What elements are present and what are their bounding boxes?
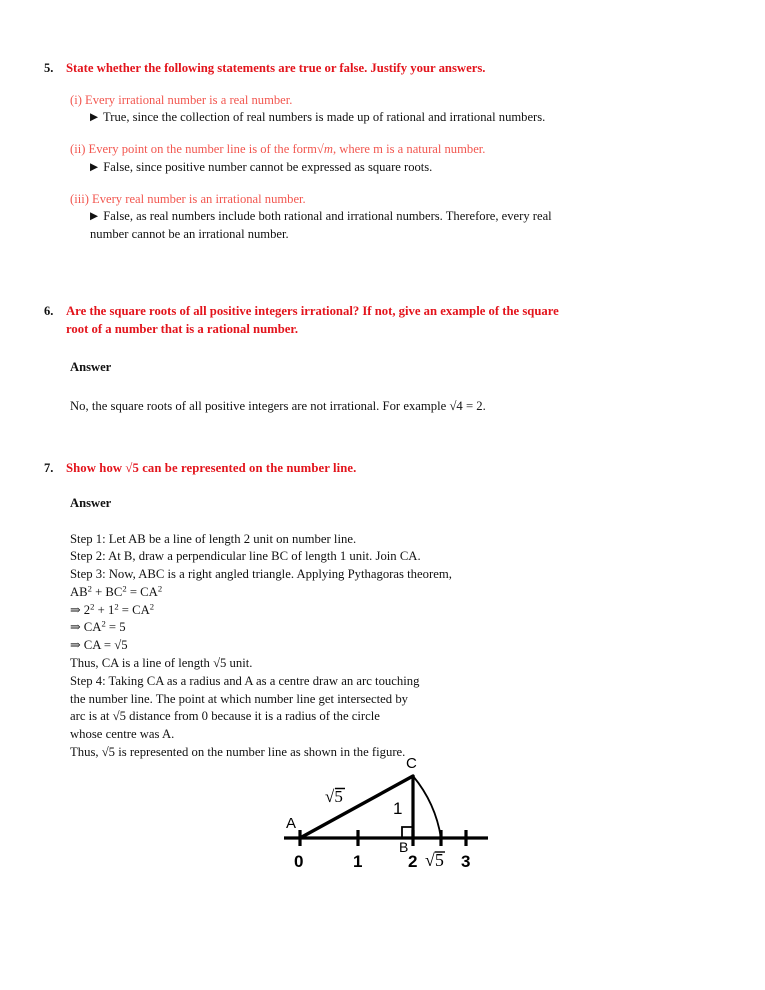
question-6-answer-heading: Answer bbox=[70, 360, 112, 375]
step-4-line-1: Step 4: Taking CA as a radius and A as a centre draw an arc touching bbox=[70, 673, 420, 688]
spacer bbox=[44, 375, 734, 397]
eq1-exponent-3: 2 bbox=[157, 583, 163, 594]
statement-ii-answer-text: False, since positive number cannot be expressed as square roots. bbox=[103, 159, 433, 174]
eq1-exponent-2: 2 bbox=[122, 583, 127, 594]
figure-svg bbox=[262, 752, 512, 877]
statement-iii-answer bbox=[90, 208, 734, 244]
triangle-bullet-icon: ▶ bbox=[90, 211, 101, 223]
statement-iii-answer-line1 bbox=[90, 208, 734, 226]
question-7-number: 7. bbox=[44, 461, 54, 475]
step-3: Step 3: Now, ABC is a right angled triangle. Applying Pythagoras theorem, bbox=[70, 567, 452, 582]
spacer bbox=[44, 511, 734, 531]
statement-ii-answer bbox=[90, 159, 734, 177]
question-6-heading-row bbox=[44, 303, 734, 338]
eq1-term-a: AB bbox=[70, 584, 88, 599]
question-6-number: 6. bbox=[44, 304, 54, 318]
eq2-term-b: + 1 bbox=[94, 602, 115, 617]
tick-label-sqrt5: √5 bbox=[425, 850, 444, 870]
spacer bbox=[44, 78, 734, 92]
statement-i-answer bbox=[90, 109, 734, 127]
question-7-answer-heading: Answer bbox=[70, 495, 112, 510]
eq1-term-c: = CA bbox=[126, 584, 158, 599]
triangle-bullet-icon: ▶ bbox=[90, 112, 101, 124]
statement-ii-variable: m bbox=[323, 142, 333, 157]
label-segment-bc-length: 1 bbox=[393, 799, 403, 818]
radical-icon: √ bbox=[316, 142, 324, 157]
step-4-line-2: the number line. The point at which number line get intersected by bbox=[70, 691, 409, 706]
tick-label-2: 2 bbox=[408, 852, 418, 871]
statement-ii-label bbox=[70, 141, 734, 159]
step-1: Step 1: Let AB be a line of length 2 unit on number line. bbox=[70, 531, 357, 546]
spacer bbox=[44, 478, 734, 496]
eq2-term-a: ⇒ 2 bbox=[70, 602, 91, 617]
equation-3 bbox=[70, 619, 734, 637]
question-5-prompt: State whether the following statements are true or false. Justify your answers. bbox=[66, 61, 486, 75]
statement-iii-answer-line2: number cannot be an irrational number. bbox=[90, 227, 289, 242]
thus-line-1: Thus, CA is a line of length √5 unit. bbox=[70, 655, 253, 670]
eq3-term-b: = 5 bbox=[105, 620, 126, 635]
statement-ii-label-part2: , where m is a natural number. bbox=[332, 142, 486, 157]
sqrt5-construction-figure bbox=[262, 752, 512, 877]
question-6-prompt-line2: root of a number that is a rational number. bbox=[66, 321, 299, 336]
question-5-number: 5. bbox=[44, 61, 54, 75]
question-6-block bbox=[44, 303, 734, 415]
label-point-c: C bbox=[406, 755, 417, 772]
statement-i-label: (i) Every irrational number is a real number. bbox=[70, 92, 293, 107]
statement-i-answer-text: True, since the collection of real numbers is made up of rational and irrational numbers. bbox=[103, 110, 546, 125]
question-5-block bbox=[44, 60, 734, 244]
label-point-a: A bbox=[286, 815, 297, 832]
statement-iii-answer-text1: False, as real numbers include both rational and irrational numbers. Therefore, every real bbox=[103, 209, 552, 224]
step-4-line-3: arc is at √5 distance from 0 because it is a radius of the circle bbox=[70, 709, 380, 724]
label-hypotenuse-sqrt5: √5 bbox=[325, 787, 343, 806]
tick-label-0: 0 bbox=[294, 852, 304, 871]
eq2-exponent-3: 2 bbox=[149, 601, 155, 612]
question-6-prompt bbox=[66, 303, 734, 338]
step-4-line-4: whose centre was A. bbox=[70, 727, 175, 742]
spacer bbox=[44, 338, 734, 360]
question-6-answer-text: No, the square roots of all positive integers are not irrational. For example √4 = 2. bbox=[70, 399, 486, 414]
equation-4: ⇒ CA = √5 bbox=[70, 638, 128, 653]
question-7-block bbox=[44, 460, 734, 762]
spacer bbox=[44, 177, 734, 191]
eq3-exponent-1: 2 bbox=[101, 619, 106, 630]
tick-label-1: 1 bbox=[353, 852, 363, 871]
question-5-heading-row bbox=[44, 60, 734, 78]
eq2-term-c: = CA bbox=[118, 602, 150, 617]
step-2: Step 2: At B, draw a perpendicular line BC of length 1 unit. Join CA. bbox=[70, 549, 421, 564]
triangle-bullet-icon: ▶ bbox=[90, 161, 101, 173]
eq3-term-a: ⇒ CA bbox=[70, 620, 102, 635]
statement-ii-label-part1: (ii) Every point on the number line is of the form bbox=[70, 142, 317, 157]
label-point-b: B bbox=[399, 839, 409, 855]
eq2-exponent-2: 2 bbox=[114, 601, 119, 612]
eq1-term-b: + BC bbox=[91, 584, 123, 599]
arc-c-to-sqrt5 bbox=[413, 776, 441, 838]
tick-label-3: 3 bbox=[461, 852, 471, 871]
question-7-heading-row bbox=[44, 460, 734, 478]
question-7-prompt: Show how √5 can be represented on the number line. bbox=[66, 461, 357, 475]
eq1-exponent-1: 2 bbox=[87, 583, 92, 594]
question-7-steps bbox=[70, 531, 734, 762]
question-6-prompt-line1: Are the square roots of all positive integers irrational? If not, give an example of the square bbox=[66, 304, 559, 318]
statement-iii-label: (iii) Every real number is an irrational number. bbox=[70, 191, 306, 206]
thus-line-2: Thus, √5 is represented on the number line as shown in the figure. bbox=[70, 744, 406, 759]
right-angle-marker bbox=[402, 827, 413, 838]
equation-2 bbox=[70, 602, 734, 620]
equation-1 bbox=[70, 584, 734, 602]
spacer bbox=[44, 127, 734, 141]
eq2-exponent-1: 2 bbox=[90, 601, 95, 612]
